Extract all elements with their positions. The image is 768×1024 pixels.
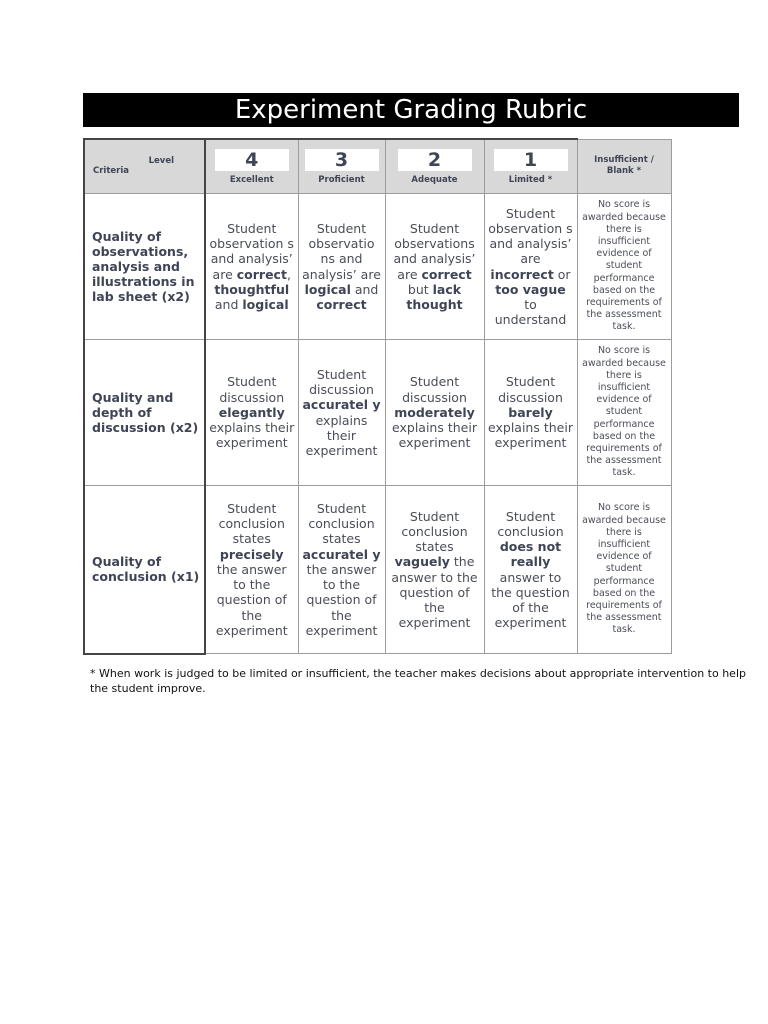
descriptor-text: Student discussion [219,374,285,405]
level-label: Level [148,156,174,166]
descriptor-text: Student conclusion states [218,501,285,547]
level-1-header [484,139,577,194]
descriptor-keyword: precisely [219,546,284,562]
descriptor-text: Student observation s and analysis’ are [488,205,573,267]
rubric-row-conclusion [84,486,671,654]
descriptor-keyword: does not really [499,539,562,570]
descriptor-keyword: correct [236,266,287,282]
descriptor-cell [205,340,298,486]
descriptor-cell [484,340,577,486]
level-name: Limited * [508,174,553,185]
insufficient-cell: No score is awarded because there is insufficient evidence of student performance based on the requirements of the assessment task. [577,194,671,340]
descriptor-text: Student discussion [498,374,563,405]
header-row [84,139,671,194]
level-score: 2 [398,149,472,171]
descriptor-keyword: vaguely [394,554,450,570]
level-name: Adequate [411,174,458,185]
level-2-header [385,139,484,194]
descriptor-cell [484,486,577,654]
descriptor-text: Student observatio ns and analysis’ are [302,220,381,282]
level-name: Proficient [318,174,365,185]
descriptor-text: Student observations and analysis’ are [393,220,476,282]
descriptor-keyword: too vague [495,281,566,297]
level-criteria-header [84,139,205,194]
descriptor-cell [298,486,385,654]
descriptor-cell [385,486,484,654]
rubric-table [83,138,672,655]
descriptor-text: , [286,266,291,282]
level-4-header [205,139,298,194]
descriptor-text: explains their experiment [488,420,573,451]
criteria-cell: Quality of conclusion (x1) [84,486,205,654]
descriptor-text: the answer to the question of the experiment [215,561,288,638]
descriptor-cell [205,194,298,340]
insufficient-label-line2: Blank * [606,166,642,177]
level-score: 3 [305,149,379,171]
descriptor-cell [205,486,298,654]
descriptor-keyword: incorrect [490,266,554,282]
descriptor-cell [298,340,385,486]
descriptor-keyword: correct [421,266,472,282]
descriptor-keyword: lack thought [406,281,463,312]
descriptor-keyword: elegantly [218,404,285,420]
descriptor-cell [298,194,385,340]
descriptor-text: Student conclusion states [308,501,375,547]
descriptor-text: Student discussion [309,366,374,398]
descriptor-text: answer to the question of the experiment [491,569,570,631]
descriptor-keyword: accuratel y [302,397,381,413]
descriptor-keyword: thoughtful [214,281,290,297]
descriptor-keyword: moderately [394,404,475,420]
descriptor-text: and [214,296,243,312]
descriptor-text: but [407,281,433,297]
criteria-cell: Quality of observations, analysis and illustrations in lab sheet (x2) [84,194,205,340]
descriptor-text: or [553,266,571,282]
descriptor-text: Student conclusion states [401,508,468,555]
insufficient-label-line1: Insufficient / [594,155,654,166]
page-title: Experiment Grading Rubric [83,93,739,127]
criteria-cell: Quality and depth of discussion (x2) [84,340,205,486]
criteria-label: Criteria [93,166,130,176]
descriptor-keyword: accuratel y [302,546,381,562]
descriptor-text: to understand [494,296,567,328]
descriptor-cell [484,194,577,340]
descriptor-cell [385,194,484,340]
rubric-row-observations [84,194,671,340]
descriptor-keyword: correct [316,296,367,312]
insufficient-header [577,139,671,194]
level-3-header [298,139,385,194]
descriptor-cell [385,340,484,486]
insufficient-cell: No score is awarded because there is insufficient evidence of student performance based on the requirements of the assessment task. [577,486,671,654]
descriptor-text: the answer to the question of the experiment [305,561,378,638]
descriptor-keyword: logical [242,296,289,312]
level-score: 4 [215,149,289,171]
descriptor-text: the answer to the question of the experiment [391,554,478,631]
level-score: 1 [494,149,568,171]
descriptor-text: Student observation s and analysis’ are [209,220,294,282]
descriptor-text: and [350,281,379,297]
descriptor-text: Student discussion [402,374,467,405]
descriptor-text: explains their experiment [209,420,295,451]
level-name: Excellent [229,174,274,185]
footnote: * When work is judged to be limited or insufficient, the teacher makes decisions about appropriate intervention to help the student improve. [90,667,746,695]
descriptor-keyword: barely [508,404,553,420]
descriptor-text: Student conclusion [497,508,564,539]
descriptor-keyword: logical [304,281,351,297]
descriptor-text: explains their experiment [305,412,378,458]
descriptor-text: explains their experiment [392,420,477,451]
insufficient-cell: No score is awarded because there is insufficient evidence of student performance based on the requirements of the assessment task. [577,340,671,486]
rubric-row-discussion [84,340,671,486]
